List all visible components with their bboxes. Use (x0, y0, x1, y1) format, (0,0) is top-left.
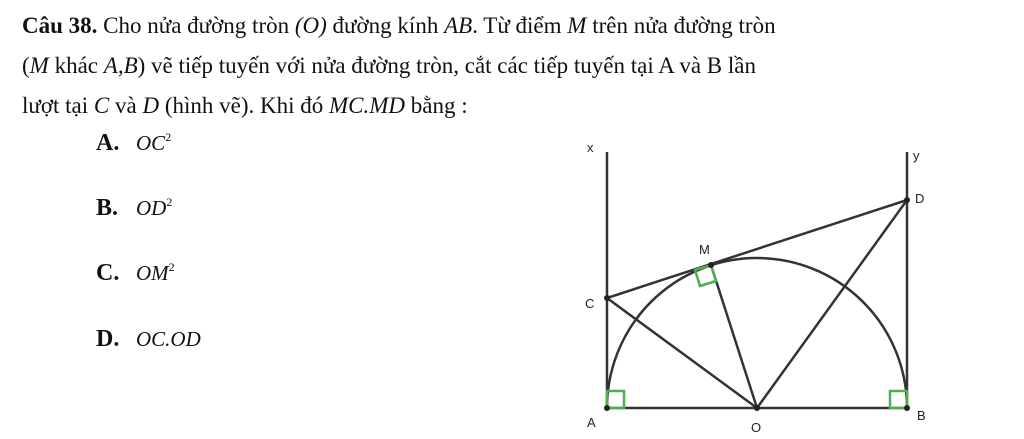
label-y: y (913, 148, 920, 163)
right-angle-mark-b (890, 391, 907, 408)
question-line-2: (M khác A,B) vẽ tiếp tuyến với nửa đường tròn, cắt các tiếp tuyến tại A và B lần (22, 53, 756, 78)
label-d: D (915, 191, 925, 206)
option-exponent: 2 (168, 260, 175, 274)
label-a: A (587, 415, 596, 430)
option-value: OC.OD (136, 327, 201, 351)
label-b: B (917, 408, 926, 423)
right-angle-mark-a (607, 391, 624, 408)
option-label: A. (96, 130, 120, 156)
segment-od (757, 200, 907, 408)
point-c (604, 295, 610, 301)
point-m (708, 262, 714, 268)
option-label: D. (96, 326, 120, 352)
option-value: OM (136, 261, 169, 285)
segment-om (711, 265, 757, 408)
segment-oc (607, 298, 757, 408)
option-label: C. (96, 260, 120, 286)
question-line-1: Câu 38. Cho nửa đường tròn (O) đường kính AB. Từ điểm M trên nửa đường tròn (22, 13, 776, 38)
option-label: B. (96, 195, 119, 221)
option-value: OC (136, 131, 166, 155)
label-x: x (587, 140, 594, 155)
point-d (904, 197, 910, 203)
geometry-figure (575, 130, 945, 435)
point-a (604, 405, 610, 411)
option-value: OD (136, 196, 167, 220)
option-exponent: 2 (165, 130, 172, 144)
label-m: M (699, 242, 710, 257)
option-d[interactable] (96, 326, 201, 353)
question-text (22, 6, 1012, 126)
label-o: O (751, 420, 762, 435)
option-b[interactable] (96, 195, 172, 222)
point-o (754, 405, 760, 411)
option-a[interactable] (96, 130, 171, 157)
label-c: C (585, 296, 595, 311)
question-number: Câu 38. (22, 13, 98, 38)
semicircle (607, 258, 907, 408)
option-c[interactable] (96, 260, 175, 287)
option-exponent: 2 (166, 195, 173, 209)
question-line-3: lượt tại C và D (hình vẽ). Khi đó MC.MD bằng : (22, 93, 468, 118)
tangent-line-cd (607, 200, 907, 298)
point-b (904, 405, 910, 411)
